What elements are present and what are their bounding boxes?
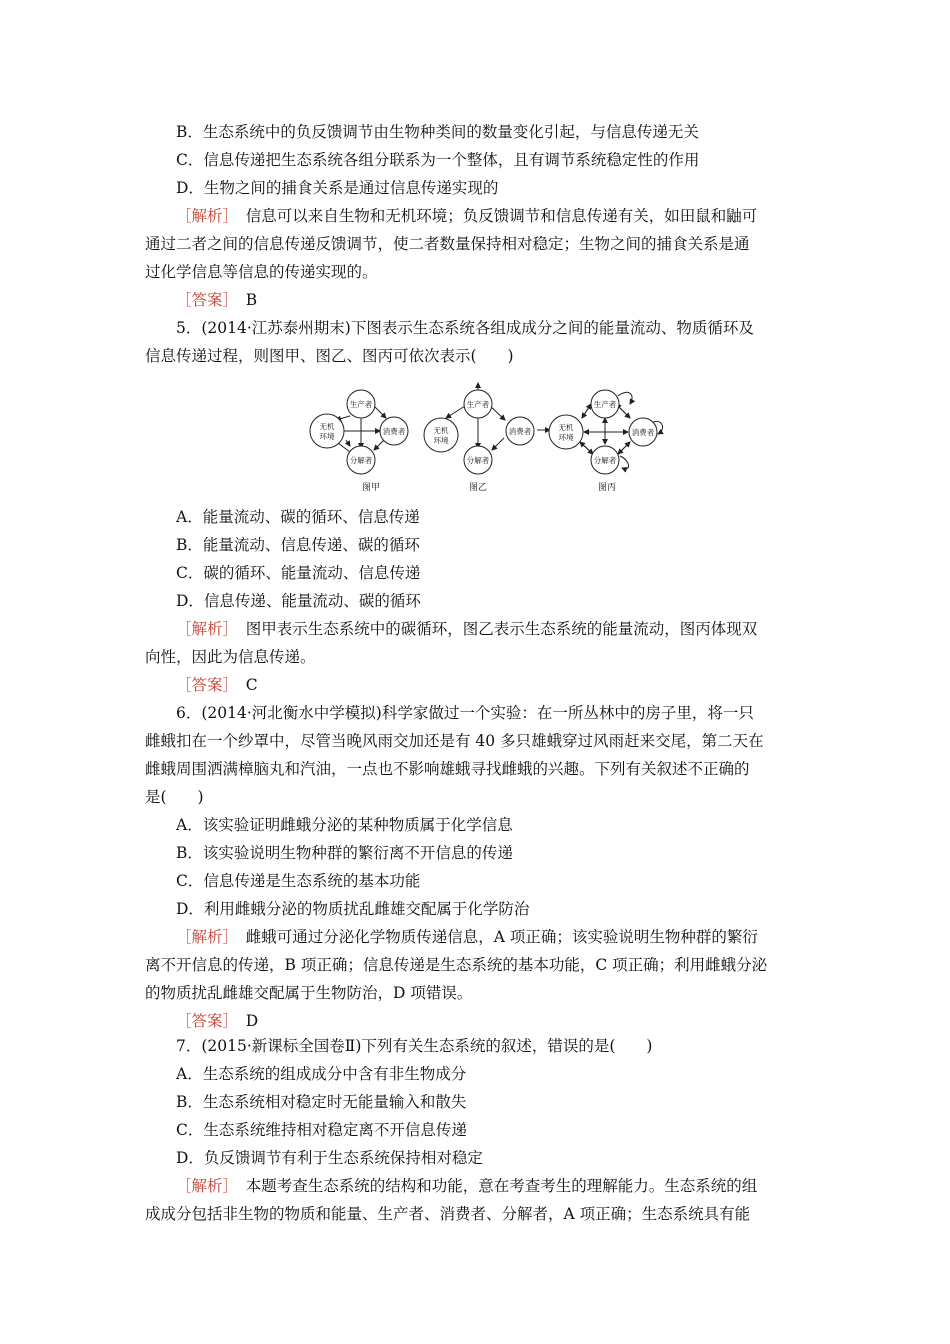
answer-tag: ［答案］: [176, 291, 231, 309]
answer-tag: ［答案］: [176, 1012, 231, 1030]
q7-option-c: C．生态系统维持相对稳定离不开信息传递: [176, 1121, 467, 1139]
fig-c-producer: 生产者: [593, 400, 617, 409]
q5-option-a: A．能量流动、碳的循环、信息传递: [176, 508, 420, 526]
q5-stem-line-2: 信息传递过程，则图甲、图乙、图丙可依次表示( ): [145, 347, 514, 365]
q5-option-b: B．能量流动、信息传递、碳的循环: [176, 536, 420, 554]
fig-c-abiotic-1: 无机: [558, 423, 574, 432]
fig-b-abiotic-1: 无机: [433, 426, 449, 435]
fig-a-decomposer: 分解者: [349, 456, 373, 465]
fig-b-decomposer: 分解者: [466, 456, 490, 465]
analysis-tag: ［解析］: [176, 620, 231, 638]
q4-answer: [176, 290, 856, 310]
q7-stem-line-1: 7．(2015·新课标全国卷Ⅱ)下列有关生态系统的叙述，错误的是( ): [176, 1037, 653, 1055]
fig-a-abiotic-1: 无机: [319, 422, 335, 431]
analysis-tag: ［解析］: [176, 928, 231, 946]
q5-analysis-line-2: 向性，因此为信息传递。: [145, 648, 316, 666]
caption-fig-a: 图甲: [361, 483, 381, 493]
q6-analysis-line-3: 的物质扰乱雌雄交配属于生物防治，D 项错误。: [145, 984, 473, 1002]
q6-analysis-line-1: ［解析］ 雌蛾可通过分泌化学物质传递信息，A 项正确；该实验说明生物种群的繁衍: [176, 928, 758, 946]
q6-answer: [176, 1011, 856, 1031]
q7-option-b: B．生态系统相对稳定时无能量输入和散失: [176, 1093, 467, 1111]
q6-analysis-line-2: 离不开信息的传递，B 项正确；信息传递是生态系统的基本功能，C 项正确；利用雌蛾分泌: [145, 956, 768, 974]
q6-stem-line-3: 雌蛾周围洒满樟脑丸和汽油，一点也不影响雄蛾寻找雌蛾的兴趣。下列有关叙述不正确的: [145, 760, 750, 778]
q6-stem-line-4: 是( ): [145, 788, 204, 806]
q6-option-d: D．利用雌蛾分泌的物质扰乱雌雄交配属于化学防治: [176, 900, 530, 918]
fig-c-abiotic-2: 环境: [558, 433, 574, 442]
ecosystem-diagram: [300, 380, 670, 495]
fig-c-decomposer: 分解者: [593, 456, 617, 465]
fig-c-consumer: 消费者: [631, 428, 655, 437]
answer-value: D: [245, 1012, 259, 1030]
q4-option-c: C．信息传递把生态系统各组分联系为一个整体，且有调节系统稳定性的作用: [176, 151, 700, 169]
q4-analysis-line-1: ［解析］ 信息可以来自生物和无机环境；负反馈调节和信息传递有关，如田鼠和鼬可: [176, 207, 758, 225]
q5-option-c: C．碳的循环、能量流动、信息传递: [176, 564, 421, 582]
answer-tag: ［答案］: [176, 676, 231, 694]
q5-analysis-line-1: ［解析］ 图甲表示生态系统中的碳循环，图乙表示生态系统的能量流动，图丙体现双: [176, 620, 758, 638]
q7-analysis-line-1: ［解析］ 本题考查生态系统的结构和功能，意在考查考生的理解能力。生态系统的组: [176, 1177, 758, 1195]
fig-a-producer: 生产者: [349, 400, 373, 409]
q4-analysis-line-2: 通过二者之间的信息传递反馈调节，使二者数量保持相对稳定；生物之间的捕食关系是通: [145, 235, 750, 253]
q4-analysis-line-3: 过化学信息等信息的传递实现的。: [145, 263, 378, 281]
analysis-tag: ［解析］: [176, 1177, 231, 1195]
answer-value: B: [245, 291, 258, 309]
q5-option-d: D．信息传递、能量流动、碳的循环: [176, 592, 421, 610]
q7-option-a: A．生态系统的组成成分中含有非生物成分: [176, 1065, 467, 1083]
q6-option-a: A．该实验证明雌蛾分泌的某种物质属于化学信息: [176, 816, 513, 834]
q6-stem-line-1: 6．(2014·河北衡水中学模拟)科学家做过一个实验：在一所丛林中的房子里，将一只: [176, 704, 754, 722]
answer-value: C: [245, 676, 258, 694]
q4-option-b: B．生态系统中的负反馈调节由生物种类间的数量变化引起，与信息传递无关: [176, 123, 699, 141]
q5-stem-line-1: 5．(2014·江苏泰州期末)下图表示生态系统各组成成分之间的能量流动、物质循环及: [176, 319, 754, 337]
fig-b-consumer: 消费者: [508, 427, 532, 436]
q4-option-d: D．生物之间的捕食关系是通过信息传递实现的: [176, 179, 499, 197]
fig-a-abiotic-2: 环境: [319, 432, 335, 441]
q6-stem-line-2: 雌蛾扣在一个纱罩中，尽管当晚风雨交加还是有 40 多只雄蛾穿过风雨赶来交尾，第二天在: [145, 732, 764, 750]
q7-analysis-line-2: 成成分包括非生物的物质和能量、生产者、消费者、分解者，A 项正确；生态系统具有能: [145, 1205, 751, 1223]
caption-fig-c: 图丙: [597, 483, 617, 493]
q6-option-c: C．信息传递是生态系统的基本功能: [176, 872, 421, 890]
q5-answer: [176, 675, 856, 695]
fig-a-consumer: 消费者: [382, 427, 406, 436]
q7-option-d: D．负反馈调节有利于生态系统保持相对稳定: [176, 1149, 483, 1167]
caption-fig-b: 图乙: [468, 483, 488, 493]
fig-b-abiotic-2: 环境: [433, 436, 449, 445]
q6-option-b: B．该实验说明生物种群的繁衍离不开信息的传递: [176, 844, 513, 862]
analysis-tag: ［解析］: [176, 207, 231, 225]
fig-b-producer: 生产者: [466, 400, 490, 409]
